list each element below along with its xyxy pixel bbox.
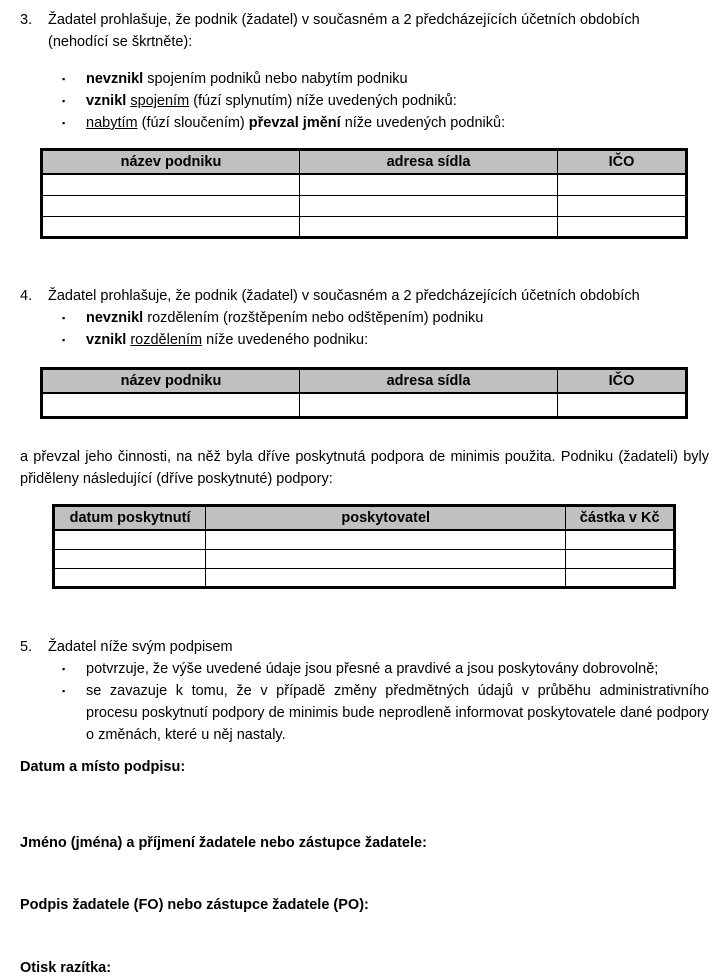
empty-cell — [42, 174, 300, 195]
bullet-text — [86, 329, 709, 351]
section-4-number: 4. — [20, 287, 33, 304]
table-row — [54, 530, 675, 549]
underlined-term: nabytím — [86, 115, 138, 131]
column-header-nazev-podniku: název podniku — [42, 368, 300, 393]
bullet-square-icon: ▪ — [62, 334, 66, 345]
table-divided-enterprise — [40, 367, 688, 420]
section-5-bullets — [62, 658, 709, 746]
empty-cell — [206, 530, 566, 549]
bullet-square-icon: ▪ — [62, 312, 66, 323]
text-run: níže uvedeného podniku: — [202, 331, 369, 348]
section-5-intro: Žadatel níže svým podpisem — [48, 638, 233, 655]
signature-stamp-label: Otisk razítka: — [20, 959, 112, 976]
bullet-item-nevznikl-spojenim — [62, 68, 709, 90]
text-run: rozdělením (rozštěpením nebo odštěpením) podniku — [143, 309, 484, 326]
empty-cell — [206, 549, 566, 568]
table-row — [42, 195, 687, 216]
empty-cell — [300, 393, 558, 418]
bullet-text — [86, 68, 709, 90]
paragraph-transfer-activities: a převzal jeho činnosti, na něž byla dříve poskytnutá podpora de minimis použita. Podniku (žadateli) byly přiděleny následující (dříve poskytnuté) podpory: — [20, 449, 709, 487]
signature-signature-label: Podpis žadatele (FO) nebo zástupce žadatele (PO): — [20, 896, 369, 913]
column-header-poskytovatel: poskytovatel — [206, 506, 566, 531]
bullet-square-icon: ▪ — [62, 118, 66, 128]
section-5-number: 5. — [20, 638, 33, 655]
section-3-number: 3. — [20, 12, 33, 28]
bullet-item-nevznikl-rozdelenim — [62, 307, 709, 329]
empty-cell — [566, 549, 675, 568]
signature-name-label: Jméno (jména) a příjmení žadatele nebo zástupce žadatele: — [20, 834, 427, 851]
bullet-text: se zavazuje k tomu, že v případě změny předmětných údajů v průběhu administrativního procesu poskytnutí podpory de minimis bude neprodleně informovat poskytovatele dané podpory o změnách, které u něj nastaly. — [86, 682, 709, 743]
bullet-square-icon: ▪ — [62, 74, 66, 84]
empty-cell — [54, 530, 206, 549]
empty-cell — [558, 216, 687, 237]
empty-cell — [558, 174, 687, 195]
text-run: (fúzí splynutím) níže uvedených podniků: — [189, 93, 457, 109]
section-3-intro-line2: (nehodící se škrtněte): — [48, 34, 193, 50]
table-row — [42, 174, 687, 195]
bullet-item-vznikl-rozdelenim — [62, 329, 709, 351]
table-merged-enterprises — [40, 148, 688, 239]
table-header-row — [42, 150, 687, 175]
bullet-text — [86, 90, 709, 112]
empty-cell — [566, 568, 675, 587]
text-run: spojením podniků nebo nabytím podniku — [143, 71, 408, 87]
section-3-bullets — [62, 68, 709, 134]
table-row — [54, 568, 675, 587]
section-4-intro: Žadatel prohlašuje, že podnik (žadatel) v současném a 2 předcházejících účetních obdobích — [48, 287, 640, 304]
column-header-datum-poskytnuti: datum poskytnutí — [54, 506, 206, 531]
section-4 — [20, 285, 709, 307]
empty-cell — [42, 393, 300, 418]
text-run: níže uvedených podniků: — [340, 115, 506, 131]
table-header-row — [42, 368, 687, 393]
empty-cell — [206, 568, 566, 587]
underlined-term: rozdělením — [130, 331, 203, 348]
bullet-square-icon: ▪ — [62, 685, 66, 696]
bullet-square-icon: ▪ — [62, 96, 66, 106]
empty-cell — [558, 393, 687, 418]
empty-cell — [42, 195, 300, 216]
column-header-ico: IČO — [558, 368, 687, 393]
bold-term: nevznikl — [86, 71, 144, 87]
section-4-bullets — [62, 307, 709, 351]
table-row — [54, 549, 675, 568]
table-prior-supports — [52, 504, 676, 589]
column-header-nazev-podniku: název podniku — [42, 150, 300, 175]
bullet-item-potvrzuje — [62, 658, 709, 680]
table-row — [42, 216, 687, 237]
section-3-intro-line1: Žadatel prohlašuje, že podnik (žadatel) v současném a 2 předcházejících účetních obdobích — [48, 12, 640, 28]
empty-cell — [558, 195, 687, 216]
empty-cell — [566, 530, 675, 549]
column-header-ico: IČO — [558, 150, 687, 175]
bullet-square-icon: ▪ — [62, 663, 66, 674]
signature-date-place-label: Datum a místo podpisu: — [20, 758, 186, 775]
empty-cell — [42, 216, 300, 237]
column-header-adresa-sidla: adresa sídla — [300, 368, 558, 393]
empty-cell — [300, 216, 558, 237]
column-header-castka-v-kc: částka v Kč — [566, 506, 675, 531]
empty-cell — [54, 568, 206, 587]
table-row — [42, 393, 687, 418]
empty-cell — [300, 195, 558, 216]
bullet-item-nabytim-prevzal — [62, 112, 709, 134]
underlined-term: spojením — [130, 93, 190, 109]
bold-term: převzal jmění — [248, 115, 341, 131]
bullet-text — [86, 307, 709, 329]
bold-term: vznikl — [86, 93, 127, 109]
bullet-item-se-zavazuje — [62, 680, 709, 746]
table-header-row — [54, 506, 675, 531]
section-5 — [20, 636, 709, 658]
bold-term: nevznikl — [86, 309, 144, 326]
empty-cell — [300, 174, 558, 195]
text-run: (fúzí sloučením) — [137, 115, 249, 131]
bullet-text — [86, 112, 709, 134]
empty-cell — [54, 549, 206, 568]
column-header-adresa-sidla: adresa sídla — [300, 150, 558, 175]
section-3-intro — [48, 9, 709, 53]
bullet-text: potvrzuje, že výše uvedené údaje jsou přesné a pravdivé a jsou poskytovány dobrovolně; — [86, 660, 659, 677]
section-3 — [20, 9, 709, 53]
bold-term: vznikl — [86, 331, 127, 348]
bullet-item-vznikl-spojenim — [62, 90, 709, 112]
